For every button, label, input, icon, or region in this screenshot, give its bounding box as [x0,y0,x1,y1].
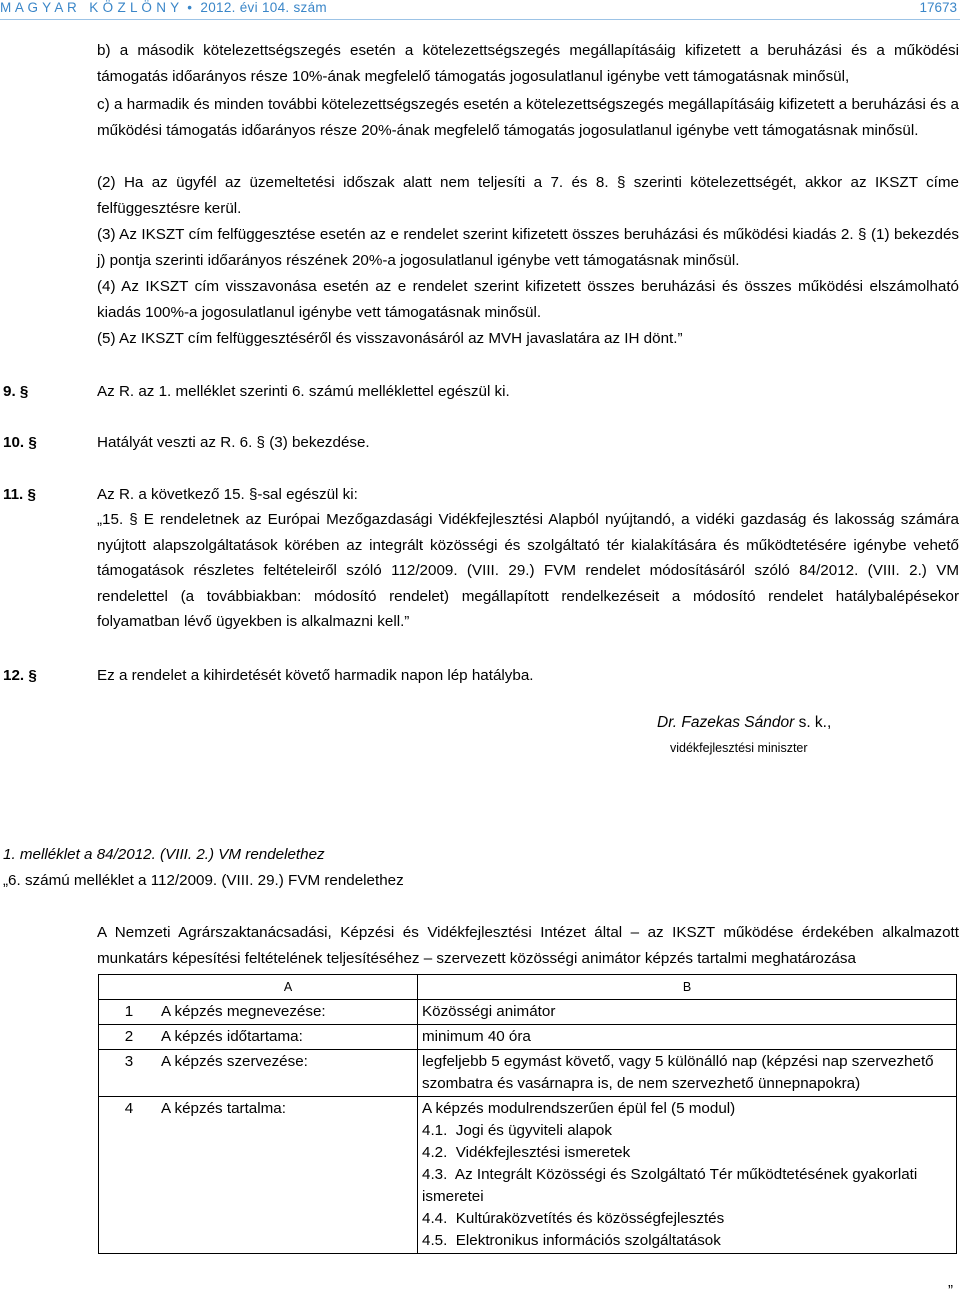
module-item: 4.5. Elektronikus információs szolgáltatások [422,1232,721,1249]
section-text: Az R. az 1. melléklet szerinti 6. számú melléklettel egészül ki. [97,383,510,400]
row-value-list [418,1097,957,1254]
quoted-section-15: „15. § E rendeletnek az Európai Mezőgazdasági Vidékfejlesztési Alapból nyújtandó, a vidéki gazdaság és lakosság számára nyújtott alapszolgáltatások körében az integrált közösségi és szolgáltató tér kialakítására és működtetésére igénybe vehető támogatások részletes feltételeiről szóló 112/2009. (VIII. 29.) FVM rendelet módosításáról szóló 84/2012. (VIII. 2.) VM rendelettel (a továbbiakban: módosító rendelet) megállapított rendelkezéseit a módosító rendelet hatálybalépésekor folyamatban lévő ügyekben is alkalmazni kell.” [97,511,959,631]
page-number: 17673 [919,0,957,15]
header-divider [0,19,960,20]
row-label: A képzés tartalma: [159,1097,418,1254]
section-number: 11. § [3,486,36,503]
row-label: A képzés időtartama: [159,1025,418,1050]
paragraph-b: b) a második kötelezettségszegés esetén a kötelezettségszegés megállapításáig kifizetett a beruházási és a működési támogatás időarányos része 10%-ának megfelelő támogatás jogosulatlanul igénybe vett támogatásnak minősül, [97,42,959,85]
signature-suffix: s. k., [794,714,832,731]
row-value: Közösségi animátor [418,1000,957,1025]
section-text: Az R. a következő 15. §-sal egészül ki: [97,486,358,503]
section-text: Ez a rendelet a kihirdetését követő harmadik napon lép hatályba. [97,667,534,684]
section-number: 9. § [3,383,29,400]
module-item: 4.2. Vidékfejlesztési ismeretek [422,1144,631,1161]
annex-subtitle: „6. számú melléklet a 112/2009. (VIII. 29.) FVM rendelethez [3,872,404,889]
paragraph-5: (5) Az IKSZT cím felfüggesztéséről és visszavonásáról az MVH javaslatára az IH dönt.” [97,330,683,347]
signatory-title: vidékfejlesztési miniszter [670,741,808,755]
module-item: 4.1. Jogi és ügyviteli alapok [422,1122,612,1139]
section-text: Hatályát veszti az R. 6. § (3) bekezdése. [97,434,370,451]
annex-intro: A Nemzeti Agrárszaktanácsadási, Képzési és Vidékfejlesztési Intézet által – az IKSZT működése érdekében alkalmazott munkatárs képesítési feltételének teljesítéséhez – szervezett közösségi animátor képzés tartalmi meghatározása [97,924,959,967]
table-corner-cell [99,975,160,1000]
section-number: 10. § [3,434,37,451]
table-row [99,1000,957,1025]
row-value: legfeljebb 5 egymást követő, vagy 5 különálló nap (képzési nap szervezhető szombatra és vasárnapra is, de nem szervezhető ünnepnapokra) [418,1050,957,1097]
column-header-b: B [418,975,957,1000]
paragraph-4: (4) Az IKSZT cím visszavonása esetén az e rendelet szerint kifizetett összes beruházási és összes működési elszámolható kiadás 100%-a jogosulatlanul igénybe vett támogatásnak minősül. [97,278,959,321]
row-number: 4 [99,1097,160,1254]
annex-title: 1. melléklet a 84/2012. (VIII. 2.) VM rendelethez [3,846,325,863]
module-item: 4.3. Az Integrált Közösségi és Szolgáltató Tér működtetésének gyakorlati ismeretei [422,1166,922,1205]
page-header [0,0,960,22]
paragraph-c: c) a harmadik és minden további kötelezettségszegés esetén a kötelezettségszegés megállapításáig kifizetett a beruházási és a működési támogatás időarányos része 20%-ának megfelelő támogatás jogosulatlanul igénybe vett támogatásnak minősül. [97,96,959,139]
column-header-a: A [159,975,418,1000]
paragraph-3: (3) Az IKSZT cím felfüggesztése esetén az e rendelet szerint kifizetett összes beruházási és működési kiadás 2. § (1) bekezdés j) pontja szerinti időarányos részének 20%-a jogosulatlanul igénybe vett támogatásnak minősül. [97,226,959,269]
table-row [99,1025,957,1050]
row-number: 3 [99,1050,160,1097]
module-item: 4.4. Kultúraközvetítés és közösségfejlesztés [422,1210,725,1227]
paragraph-2: (2) Ha az ügyfél az üzemeltetési időszak alatt nem teljesíti a 7. és 8. § szerinti kötelezettségét, akkor az IKSZT címe felfüggesztésre kerül. [97,174,959,217]
module-intro: A képzés modulrendszerűen épül fel (5 modul) [422,1100,736,1117]
signature-line [657,714,831,732]
table-row [99,1097,957,1254]
training-table [98,974,957,1254]
table-row [99,1050,957,1097]
row-label: A képzés szervezése: [159,1050,418,1097]
row-number: 2 [99,1025,160,1050]
closing-quote: ” [948,1282,953,1299]
journal-title: M A G Y A R K Ö Z L Ö N Y • 2012. évi 104. szám [0,0,327,15]
row-number: 1 [99,1000,160,1025]
section-number: 12. § [3,667,37,684]
row-label: A képzés megnevezése: [159,1000,418,1025]
signatory-name: Dr. Fazekas Sándor [657,714,795,731]
table-header-row [99,975,957,1000]
row-value: minimum 40 óra [418,1025,957,1050]
